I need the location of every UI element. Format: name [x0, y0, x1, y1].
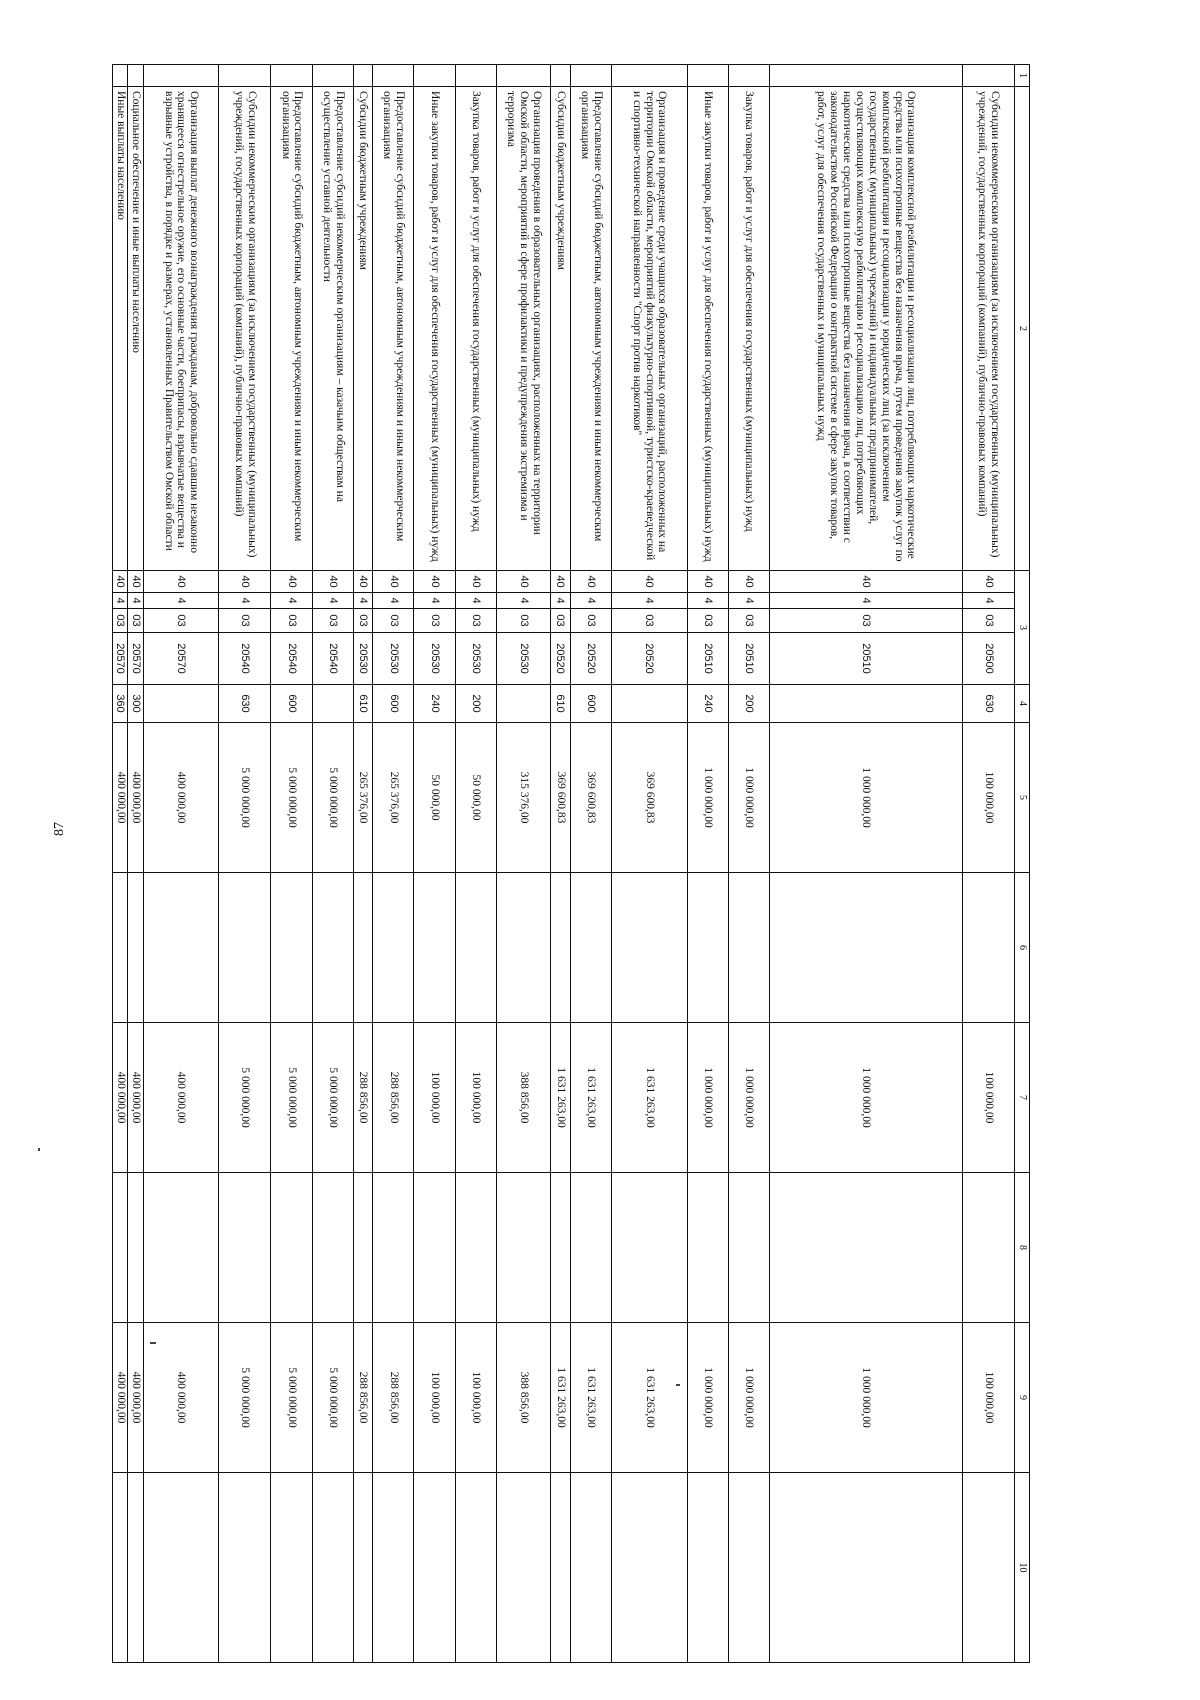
code-cell: 4 [962, 593, 1014, 609]
table-row [496, 65, 550, 1663]
amount-col9: 288 856,00 [373, 1323, 414, 1473]
code-cell: 4 [312, 593, 353, 609]
amount-col6 [312, 873, 353, 1023]
code-cell: 03 [219, 609, 271, 633]
amount-col6 [113, 873, 128, 1023]
amount-col9: 5 000 000,00 [219, 1323, 271, 1473]
table-row [312, 65, 353, 1663]
expense-type-cell: 360 [113, 685, 128, 723]
expense-type-cell [312, 685, 353, 723]
amount-col9: 100 000,00 [962, 1323, 1014, 1473]
amount-col6 [728, 873, 769, 1023]
code-cell: 03 [414, 609, 455, 633]
expense-type-cell: 200 [455, 685, 496, 723]
amount-col10 [312, 1473, 353, 1663]
amount-col10 [728, 1473, 769, 1663]
code-cell: 20520 [551, 633, 571, 685]
amount-col5: 5 000 000,00 [219, 723, 271, 873]
amount-col9: 1 631 263,00 [551, 1323, 571, 1473]
row-description: Субсидии бюджетным учреждениям [353, 87, 373, 571]
amount-col10 [128, 1473, 143, 1663]
row-description: Субсидии некоммерческим организациям (за исключением государственных (муниципальных) учреждений, государственных корпораций (компаний), публично-правовых компаний) [962, 87, 1014, 571]
amount-col9: 400 000,00 [128, 1323, 143, 1473]
code-cell: 03 [728, 609, 769, 633]
row-description: Предоставление субсидий бюджетным, автономным учреждениям и иным некоммерческим организациям [271, 87, 312, 571]
budget-table [112, 64, 1030, 1663]
row-description: Организация и проведение среди учащихся образовательных организаций, расположенных на территории Омской области, мероприятий физкультурно-спортивной, туристско-краеведческой и спортивно-технической направленности "Спорт против наркотиков" [611, 87, 687, 571]
table-row [551, 65, 571, 1663]
amount-col7: 100 000,00 [962, 1023, 1014, 1173]
amount-col7: 288 856,00 [353, 1023, 373, 1173]
amount-col5: 100 000,00 [962, 723, 1014, 873]
row-number-cell [728, 65, 769, 87]
row-number-cell [770, 65, 963, 87]
amount-col8 [551, 1173, 571, 1323]
amount-col9: 1 631 263,00 [570, 1323, 611, 1473]
amount-col7: 5 000 000,00 [219, 1023, 271, 1173]
code-cell: 20570 [128, 633, 143, 685]
code-cell: 4 [113, 593, 128, 609]
amount-col8 [143, 1173, 219, 1323]
amount-col10 [143, 1473, 219, 1663]
code-cell: 40 [414, 571, 455, 593]
expense-type-cell: 610 [551, 685, 571, 723]
code-cell: 20540 [312, 633, 353, 685]
code-cell: 4 [353, 593, 373, 609]
amount-col7: 400 000,00 [128, 1023, 143, 1173]
code-cell: 40 [687, 571, 728, 593]
column-header: 7 [1015, 1023, 1030, 1173]
expense-type-cell [770, 685, 963, 723]
amount-col5: 5 000 000,00 [312, 723, 353, 873]
expense-type-cell: 630 [962, 685, 1014, 723]
column-header: 9 [1015, 1323, 1030, 1473]
amount-col10 [353, 1473, 373, 1663]
amount-col9: 100 000,00 [414, 1323, 455, 1473]
amount-col7: 400 000,00 [143, 1023, 219, 1173]
row-number-cell [496, 65, 550, 87]
amount-col6 [271, 873, 312, 1023]
table-row [353, 65, 373, 1663]
code-cell: 40 [770, 571, 963, 593]
table-row [271, 65, 312, 1663]
amount-col6 [353, 873, 373, 1023]
amount-col5: 265 376,00 [373, 723, 414, 873]
amount-col5: 315 376,00 [496, 723, 550, 873]
amount-col6 [687, 873, 728, 1023]
amount-col8 [219, 1173, 271, 1323]
expense-type-cell: 300 [128, 685, 143, 723]
code-cell: 03 [128, 609, 143, 633]
code-cell: 4 [496, 593, 550, 609]
expense-type-cell: 600 [373, 685, 414, 723]
table-row [113, 65, 128, 1663]
expense-type-cell [143, 685, 219, 723]
row-number-cell [353, 65, 373, 87]
code-cell: 4 [143, 593, 219, 609]
column-header: 5 [1015, 723, 1030, 873]
amount-col7: 1 000 000,00 [770, 1023, 963, 1173]
code-cell: 4 [770, 593, 963, 609]
amount-col10 [551, 1473, 571, 1663]
amount-col10 [962, 1473, 1014, 1663]
row-number-cell [128, 65, 143, 87]
code-cell: 03 [962, 609, 1014, 633]
amount-col6 [143, 873, 219, 1023]
amount-col9: 400 000,00 [113, 1323, 128, 1473]
amount-col5: 50 000,00 [414, 723, 455, 873]
amount-col7: 1 631 263,00 [551, 1023, 571, 1173]
amount-col10 [373, 1473, 414, 1663]
code-cell: 03 [570, 609, 611, 633]
code-cell: 40 [353, 571, 373, 593]
amount-col9: 1 000 000,00 [687, 1323, 728, 1473]
table-row [770, 65, 963, 1663]
amount-col8 [728, 1173, 769, 1323]
row-description: Организация проведения в образовательных организациях, расположенных на территории Омской области, мероприятий в сфере профилактики и предупреждения экстремизма и терроризма [496, 87, 550, 571]
table-row [570, 65, 611, 1663]
amount-col6 [770, 873, 963, 1023]
amount-col7: 1 631 263,00 [570, 1023, 611, 1173]
amount-col7: 1 000 000,00 [687, 1023, 728, 1173]
code-cell: 4 [687, 593, 728, 609]
amount-col8 [373, 1173, 414, 1323]
amount-col9: 5 000 000,00 [271, 1323, 312, 1473]
code-cell: 20540 [271, 633, 312, 685]
amount-col8 [687, 1173, 728, 1323]
code-cell: 03 [611, 609, 687, 633]
amount-col10 [455, 1473, 496, 1663]
amount-col7: 400 000,00 [113, 1023, 128, 1173]
column-header: 10 [1015, 1473, 1030, 1663]
code-cell: 03 [113, 609, 128, 633]
row-description: Организация комплексной реабилитации и ресоциализации лиц, потребляющих наркотические средства или психотропные вещества без назначения врача, путем проведения закупок услуг по комплексной реабилитации и ресоциализации у юридических лиц (за исключением государственных (муниципальных) учреждений) и индивидуальных предпринимателей, осуществляющих комплексную реабилитацию и ресоциализацию лиц, потребляющих наркотические средства или психотропные вещества без назначения врача, в соответствии с законодательством Российской Федерации о контрактной системе в сфере закупок товаров, работ, услуг для обеспечения государственных и муниципальных нужд [770, 87, 963, 571]
code-cell: 20540 [219, 633, 271, 685]
amount-col9: 400 000,00 [143, 1323, 219, 1473]
row-description: Субсидии некоммерческим организациям (за исключением государственных (муниципальных) учреждений, государственных корпораций (компаний), публично-правовых компаний) [219, 87, 271, 571]
amount-col7: 388 856,00 [496, 1023, 550, 1173]
code-cell: 40 [551, 571, 571, 593]
amount-col7: 1 000 000,00 [728, 1023, 769, 1173]
code-cell: 4 [219, 593, 271, 609]
amount-col8 [128, 1173, 143, 1323]
amount-col10 [219, 1473, 271, 1663]
table-row [219, 65, 271, 1663]
row-description: Субсидии бюджетным учреждениям [551, 87, 571, 571]
row-description: Закупка товаров, работ и услуг для обеспечения государственных (муниципальных) нужд [728, 87, 769, 571]
code-cell: 20570 [113, 633, 128, 685]
amount-col8 [113, 1173, 128, 1323]
row-number-cell [414, 65, 455, 87]
code-cell: 4 [570, 593, 611, 609]
code-cell: 03 [271, 609, 312, 633]
code-cell: 40 [128, 571, 143, 593]
amount-col8 [611, 1173, 687, 1323]
amount-col9: 388 856,00 [496, 1323, 550, 1473]
row-number-cell [962, 65, 1014, 87]
code-cell: 4 [728, 593, 769, 609]
amount-col7: 100 000,00 [414, 1023, 455, 1173]
table-row [128, 65, 143, 1663]
code-cell: 40 [312, 571, 353, 593]
amount-col10 [496, 1473, 550, 1663]
column-header: 2 [1015, 87, 1030, 571]
amount-col6 [570, 873, 611, 1023]
table-body [113, 65, 1015, 1663]
code-cell: 20510 [770, 633, 963, 685]
code-cell: 40 [113, 571, 128, 593]
amount-col8 [455, 1173, 496, 1323]
code-cell: 40 [611, 571, 687, 593]
code-cell: 4 [128, 593, 143, 609]
amount-col5: 369 600,83 [570, 723, 611, 873]
scan-speck [38, 1148, 40, 1151]
amount-col5: 1 000 000,00 [687, 723, 728, 873]
amount-col8 [496, 1173, 550, 1323]
amount-col9: 1 000 000,00 [728, 1323, 769, 1473]
code-cell: 40 [271, 571, 312, 593]
amount-col6 [455, 873, 496, 1023]
code-cell: 20500 [962, 633, 1014, 685]
amount-col6 [551, 873, 571, 1023]
amount-col8 [770, 1173, 963, 1323]
row-number-cell [455, 65, 496, 87]
amount-col5: 400 000,00 [113, 723, 128, 873]
amount-col5: 50 000,00 [455, 723, 496, 873]
code-cell: 20520 [611, 633, 687, 685]
row-number-cell [373, 65, 414, 87]
page-number: 87 [52, 822, 67, 836]
row-number-cell [143, 65, 219, 87]
amount-col6 [219, 873, 271, 1023]
row-description: Иные выплаты населению [113, 87, 128, 571]
table-row [373, 65, 414, 1663]
code-cell: 20510 [687, 633, 728, 685]
code-cell: 03 [687, 609, 728, 633]
amount-col6 [611, 873, 687, 1023]
code-cell: 40 [373, 571, 414, 593]
column-header: 8 [1015, 1173, 1030, 1323]
code-cell: 03 [143, 609, 219, 633]
rotated-table-wrapper [112, 64, 1030, 1662]
amount-col6 [128, 873, 143, 1023]
amount-col8 [312, 1173, 353, 1323]
amount-col6 [414, 873, 455, 1023]
row-number-cell [611, 65, 687, 87]
row-description: Иные закупки товаров, работ и услуг для обеспечения государственных (муниципальных) нужд [687, 87, 728, 571]
expense-type-cell [611, 685, 687, 723]
code-cell: 20520 [570, 633, 611, 685]
row-description: Предоставление субсидий бюджетным, автономным учреждениям и иным некоммерческим организациям [570, 87, 611, 571]
amount-col10 [113, 1473, 128, 1663]
amount-col8 [271, 1173, 312, 1323]
amount-col9: 100 000,00 [455, 1323, 496, 1473]
amount-col5: 369 600,83 [611, 723, 687, 873]
expense-type-cell: 240 [414, 685, 455, 723]
amount-col6 [496, 873, 550, 1023]
code-cell: 20530 [373, 633, 414, 685]
amount-col10 [770, 1473, 963, 1663]
amount-col9: 1 631 263,00 [611, 1323, 687, 1473]
amount-col6 [962, 873, 1014, 1023]
amount-col7: 100 000,00 [455, 1023, 496, 1173]
code-cell: 03 [455, 609, 496, 633]
code-cell: 4 [373, 593, 414, 609]
code-cell: 4 [455, 593, 496, 609]
row-description: Закупка товаров, работ и услуг для обеспечения государственных (муниципальных) нужд [455, 87, 496, 571]
expense-type-cell: 600 [271, 685, 312, 723]
amount-col5: 265 376,00 [353, 723, 373, 873]
amount-col5: 1 000 000,00 [770, 723, 963, 873]
code-cell: 4 [611, 593, 687, 609]
table-row [611, 65, 687, 1663]
amount-col8 [962, 1173, 1014, 1323]
code-cell: 03 [312, 609, 353, 633]
code-cell: 20530 [455, 633, 496, 685]
amount-col8 [353, 1173, 373, 1323]
expense-type-cell: 630 [219, 685, 271, 723]
row-number-cell [113, 65, 128, 87]
amount-col5: 1 000 000,00 [728, 723, 769, 873]
amount-col6 [373, 873, 414, 1023]
amount-col9: 1 000 000,00 [770, 1323, 963, 1473]
amount-col9: 288 856,00 [353, 1323, 373, 1473]
amount-col10 [271, 1473, 312, 1663]
row-number-cell [219, 65, 271, 87]
expense-type-cell: 240 [687, 685, 728, 723]
code-cell: 40 [496, 571, 550, 593]
amount-col7: 5 000 000,00 [271, 1023, 312, 1173]
code-cell: 20570 [143, 633, 219, 685]
code-cell: 20530 [496, 633, 550, 685]
row-number-cell [551, 65, 571, 87]
table-row [962, 65, 1014, 1663]
code-cell: 20530 [353, 633, 373, 685]
column-header: 6 [1015, 873, 1030, 1023]
column-header: 4 [1015, 685, 1030, 723]
column-header: 1 [1015, 65, 1030, 87]
row-description: Предоставление субсидий бюджетным, автономным учреждениям и иным некоммерческим организациям [373, 87, 414, 571]
code-cell: 40 [455, 571, 496, 593]
expense-type-cell [496, 685, 550, 723]
expense-type-cell: 200 [728, 685, 769, 723]
table-header-row [1015, 65, 1030, 1663]
amount-col5: 400 000,00 [128, 723, 143, 873]
code-cell: 40 [962, 571, 1014, 593]
code-cell: 4 [414, 593, 455, 609]
table-row [687, 65, 728, 1663]
code-cell: 4 [551, 593, 571, 609]
amount-col8 [570, 1173, 611, 1323]
amount-col5: 400 000,00 [143, 723, 219, 873]
amount-col10 [414, 1473, 455, 1663]
table-row [728, 65, 769, 1663]
code-cell: 03 [353, 609, 373, 633]
amount-col5: 5 000 000,00 [271, 723, 312, 873]
code-cell: 40 [728, 571, 769, 593]
amount-col7: 288 856,00 [373, 1023, 414, 1173]
code-cell: 20530 [414, 633, 455, 685]
row-description: Социальное обеспечение и иные выплаты населению [128, 87, 143, 571]
row-number-cell [570, 65, 611, 87]
code-cell: 40 [143, 571, 219, 593]
row-number-cell [271, 65, 312, 87]
amount-col7: 5 000 000,00 [312, 1023, 353, 1173]
amount-col10 [570, 1473, 611, 1663]
row-number-cell [687, 65, 728, 87]
code-cell: 40 [219, 571, 271, 593]
amount-col7: 1 631 263,00 [611, 1023, 687, 1173]
amount-col10 [611, 1473, 687, 1663]
code-cell: 20510 [728, 633, 769, 685]
row-description: Иные закупки товаров, работ и услуг для обеспечения государственных (муниципальных) нужд [414, 87, 455, 571]
row-description: Организация выплат денежного вознаграждения гражданам, добровольно сдавшим незаконно хранящееся огнестрельное оружие, его основные части, боеприпасы, взрывчатые вещества и взрывные устройства, в порядке и размерах, установленных Правительством Омской области [143, 87, 219, 571]
expense-type-cell: 610 [353, 685, 373, 723]
expense-type-cell: 600 [570, 685, 611, 723]
amount-col5: 369 600,83 [551, 723, 571, 873]
table-row [143, 65, 219, 1663]
amount-col10 [687, 1473, 728, 1663]
column-header: 3 [1015, 571, 1030, 685]
table-row [455, 65, 496, 1663]
code-cell: 03 [770, 609, 963, 633]
amount-col9: 5 000 000,00 [312, 1323, 353, 1473]
code-cell: 40 [570, 571, 611, 593]
row-description: Предоставление субсидий некоммерческим организациям – казачьим обществам на осуществление уставной деятельности [312, 87, 353, 571]
code-cell: 03 [373, 609, 414, 633]
code-cell: 03 [496, 609, 550, 633]
code-cell: 03 [551, 609, 571, 633]
amount-col8 [414, 1173, 455, 1323]
row-number-cell [312, 65, 353, 87]
code-cell: 4 [271, 593, 312, 609]
table-row [414, 65, 455, 1663]
